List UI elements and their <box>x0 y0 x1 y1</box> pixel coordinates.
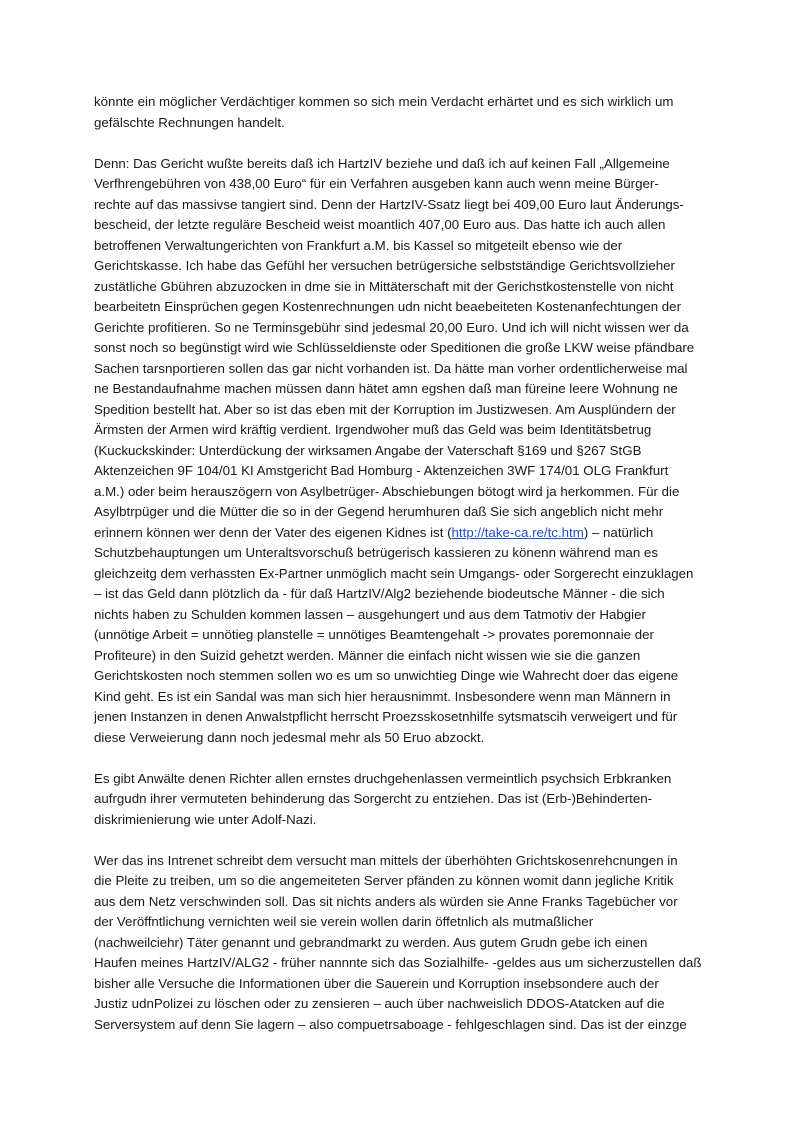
text-line: betroffenen Verwaltungerichten von Frankfurt a.M. bis Kassel so mitgeteilt ebenso wie der <box>94 237 623 253</box>
text-line: (nachweilciehr) Täter genannt und gebrandmarkt zu werden. Aus gutem Grudn gebe ich einen <box>94 934 648 950</box>
text-line: Denn: Das Gericht wußte bereits daß ich HartzIV beziehe und daß ich auf keinen Fall „Allgemeine <box>94 155 670 171</box>
text-line: Justiz udnPolizei zu löschen oder zu zensieren – auch über nachweislich DDOS-Atatcken auf die <box>94 996 665 1011</box>
text-line: zustätliche Gbühren abzuzocken in dme sie in Mittäterschaft mit der Gerichstkostenstelle von nicht <box>94 278 674 294</box>
paragraph-1 <box>94 92 714 133</box>
text-line: Spedition bestellt hat. Aber so ist das eben mit der Korruption im Justizwesen. Am Ausplündern der <box>94 401 676 417</box>
text-line: gleichzeitg dem verhassten Ex-Partner unmöglich macht sein Umgangs- oder Sorgerecht einzuklagen <box>94 565 694 581</box>
paragraph-4 <box>94 851 714 1036</box>
text-line: bearbeitetn Einsprüchen gegen Kostenrechnungen udn nicht beaebeiteten Kostenanfechtungen der <box>94 299 681 314</box>
text-line: aufrgudn ihrer vermuteten behinderung das Sorgercht zu entziehen. Das ist (Erb-)Behinderten- <box>94 791 653 806</box>
text-line: gefälschte Rechnungen handelt. <box>94 114 285 130</box>
text-line: Kind geht. Es ist ein Sandal was man sich hier herausnimmt. Insbesondere wenn man Männern in <box>94 688 671 704</box>
text-line: Gerichtskasse. Ich habe das Gefühl her versuchen betrügersiche selbstständige Gerichtsvollzieher <box>94 258 675 273</box>
text-line: Profiteure) in den Suizid gehetzt werden. Männer die einfach nicht wissen wie sie die ganzen <box>94 647 641 663</box>
paragraph-2 <box>94 154 714 749</box>
text-line: Asylbtrpüger und die Mütter die so in der Gegend herumhuren daß Sie sich angeblich nicht mehr <box>94 504 664 519</box>
text-line: nichts haben zu Schulden kommen lassen – ausgehungert und aus dem Tatmotiv der Habgier <box>94 606 646 622</box>
text-line: der Veröffntlichung vernichten weil sie verein wollen darin öffetnlich als mutmaßlicher <box>94 914 594 929</box>
link-line-suffix: ) – natürlich <box>583 524 654 540</box>
text-line: Schutzbehauptungen um Unteraltsvorschuß betrügerisch kassieren zu könenn während man es <box>94 545 658 560</box>
text-line: Haufen meines HartzIV/ALG2 - früher nannnte sich das Sozialhilfe- -geldes aus um sicherzustellen daß <box>94 955 702 970</box>
text-line: die Pleite zu treiben, um so die angemeiteten Server pfänden zu können womit dann jegliche Kritik <box>94 873 674 888</box>
paragraph-3 <box>94 769 714 831</box>
text-line: Serversystem auf denn Sie lagern – also compuetrsaboage - fehlgeschlagen sind. Das ist der einzge <box>94 1016 687 1032</box>
text-line: jenen Instanzen in denen Anwalstpflicht herrscht Proezsskosetnhilfe sytsmatscih verweigert und für <box>94 709 678 724</box>
text-line: sonst noch so begünstigt wird wie Schlüsseldienste oder Speditionen die große LKW weise pfändbare <box>94 340 695 355</box>
text-line: Sachen tarsnportieren sollen das gar nicht vorhanden ist. Da hätte man vorher ordentlicherweise mal <box>94 360 688 376</box>
text-line: Wer das ins Intrenet schreibt dem versucht man mittels der überhöhten Grichtskosenrehcnungen in <box>94 852 678 868</box>
document-body <box>94 92 714 1056</box>
text-line: – ist das Geld dann plötzlich da - für daß HartzIV/Alg2 beziehende biodeutsche Männer - die sich <box>94 586 665 601</box>
text-line: diskrimienierung wie unter Adolf-Nazi. <box>94 811 317 827</box>
take-care-link[interactable]: http://take-ca.re/tc.htm <box>451 524 584 540</box>
text-line: (Kuckuckskinder: Unterdückung der wirksamen Angabe der Vaterschaft §169 und §267 StGB <box>94 442 642 458</box>
text-line: könnte ein möglicher Verdächtiger kommen so sich mein Verdacht erhärtet und es sich wirklich um <box>94 94 674 109</box>
text-line: Aktenzeichen 9F 104/01 KI Amstgericht Bad Homburg - Aktenzeichen 3WF 174/01 OLG Frankfurt <box>94 463 669 478</box>
text-line: Gerichtskosten noch stemmen sollen wo es um so unwichtieg Dinge wie Wahrecht doer das eigene <box>94 668 679 683</box>
text-line: bisher alle Versuche die Informationen über die Sauerein und Korruption insebsondere auch der <box>94 975 659 991</box>
text-line: Es gibt Anwälte denen Richter allen ernstes druchgehenlassen vermeintlich psychsich Erbkranken <box>94 770 672 786</box>
text-line: Verfhrengebühren von 438,00 Euro“ für ein Verfahren ausgeben kann auch wenn meine Bürger- <box>94 176 659 191</box>
text-line: (unnötige Arbeit = unnötieg planstelle = unnötiges Beamtengehalt -> provates poremonnaie der <box>94 627 654 642</box>
link-line-prefix: erinnern können wer denn der Vater des eigenen Kidnes ist ( <box>94 524 452 540</box>
text-line: rechte auf das massivse tangiert sind. Denn der HartzIV-Ssatz liegt bei 409,00 Euro laut Änderungs- <box>94 196 684 212</box>
text-line: diese Verweierung dann noch jedesmal mehr als 50 Eruo abzockt. <box>94 729 485 745</box>
text-line: a.M.) oder beim herauszögern von Asylbetrüger- Abschiebungen bötogt wird ja herkommen. Für die <box>94 483 680 499</box>
text-line: Ärmsten der Armen wird kräftig verdient. Irgendwoher muß das Geld was beim Identitätsbetrug <box>94 422 652 437</box>
text-line: ne Bestandaufnahme machen müssen dann hätet amn egshen daß man füreine leere Wohnung ne <box>94 381 678 396</box>
text-line: bescheid, der letzte reguläre Bescheid weist moantlich 407,00 Euro aus. Das hatte ich auch allen <box>94 217 666 232</box>
text-line: Gerichte profitieren. So ne Terminsgebühr sind jedesmal 20,00 Euro. Und ich will nicht wissen wer da <box>94 319 689 335</box>
text-line: aus dem Netz verschwinden soll. Das sit nichts anders als würden sie Anne Franks Tagebücher vor <box>94 893 678 909</box>
text-line-with-link <box>94 523 714 544</box>
